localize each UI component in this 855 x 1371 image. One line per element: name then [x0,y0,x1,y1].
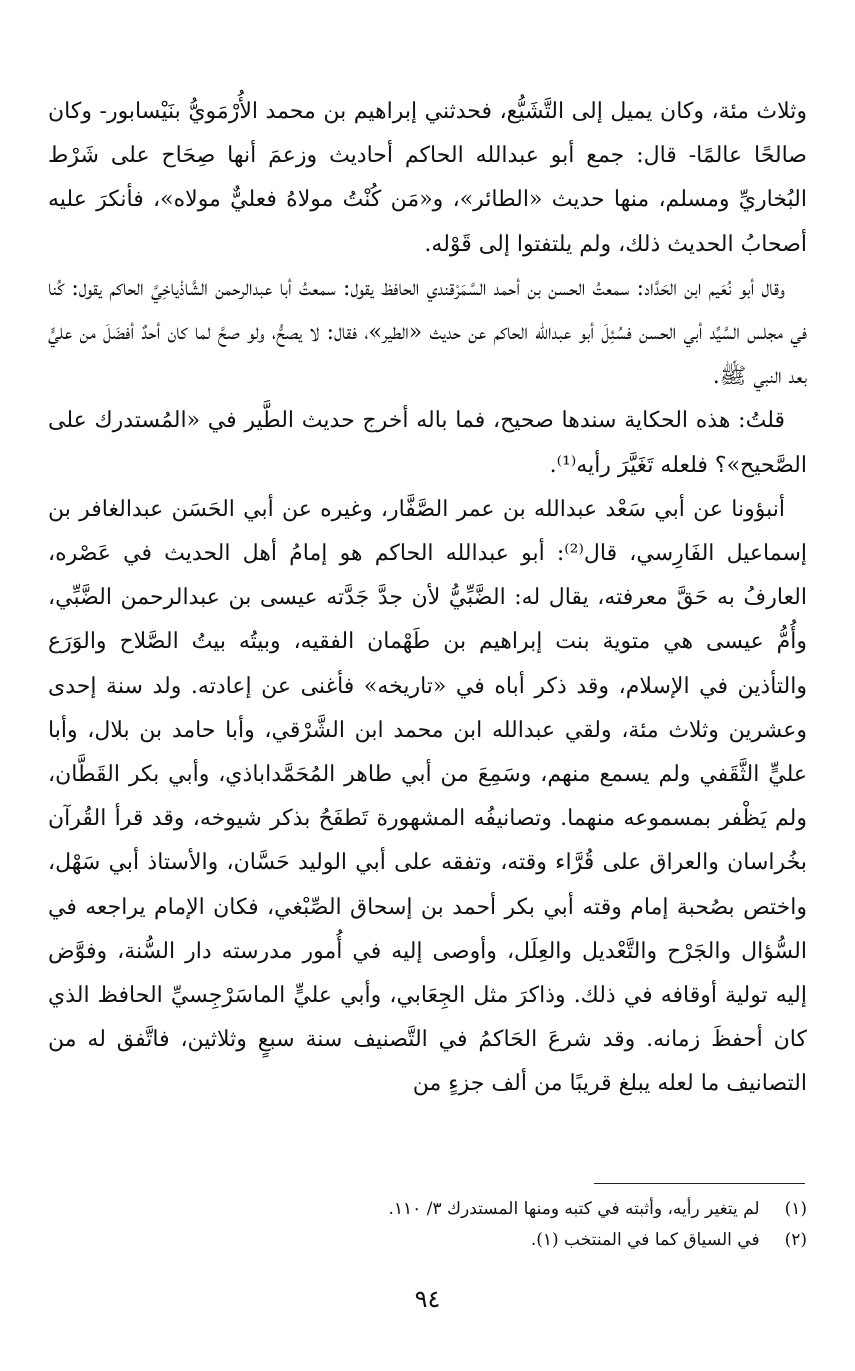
footnote-text: في السياق كما في المنتخب (١). [530,1230,760,1250]
footnote-2 [48,1225,807,1256]
footnote-1 [48,1194,807,1225]
paragraph-1: وثلاث مئة، وكان يميل إلى التَّشَيُّع، فحدثني إبراهيم بن محمد الأُرْمَويُّ بنَيْسابور- وكان صالحًا عالمًا- قال: جمع أبو عبدالله الحاكم أحاديث وزعمَ أنها صِحَاح على شَرْط البُخاريِّ ومسلم، منها حديث «الطائر»، و«مَن كُنْتُ مولاهُ فعليٌّ مولاه»، فأنكرَ عليه أصحابُ الحديث ذلك، ولم يلتفتوا إلى قَوْله. [48,99,807,257]
paragraph-3: قلتُ: هذه الحكاية سندها صحيح، فما باله أخرج حديث الطَّير في «المُستدرك على الصَّحيح»؟ فلعله تَغَيَّرَ رأيه⁽¹⁾. [48,408,807,478]
paragraph-4: أنبؤونا عن أبي سَعْد عبدالله بن عمر الصَّفَّار، وغيره عن أبي الحَسَن عبدالغافر بن إسماعيل الفَارِسي، قال⁽²⁾: أبو عبدالله الحاكم هو إمامُ أهل الحديث في عَصْره، العارفُ به حَقَّ معرفته، يقال له: الضَّبِّيُّ لأن جدَّ جَدَّته عيسى بن عبدالرحمن الضَّبِّي، وأُمُّ عيسى هي متوية بنت إبراهيم بن طَهْمان الفقيه، وبيتُه بيتُ الصَّلاح والوَرَع والتأذين في الإسلام، وقد ذكر أباه في «تاريخه» فأغنى عن إعادته. ولد سنة إحدى وعشرين وثلاث مئة، ولقي عبدالله ابن محمد ابن الشَّرْقي، وأبا حامد بن بلال، وأبا عليٍّ الثَّقَفي ولم يسمع منهم، وسَمِعَ من أبي طاهر المُحَمَّداباذي، وأبي بكر القَطَّان، ولم يَظْفر بمسموعه منهما. وتصانيفُه المشهورة تَطفَحُ بذكر شيوخه، وقد قرأ القُرآن بخُراسان والعراق على قُرَّاء وقته، وتفقه على أبي الوليد حَسَّان، والأستاذ أبي سَهْل، واختص بصُحبة إمام وقته أبي بكر أحمد بن إسحاق الصِّبْغي، فكان الإمام يراجعه في السُّؤال والجَرْح والتَّعْديل والعِلَل، وأوصى إليه في أُمور مدرسته دار السُّنة، وفوَّض إليه تولية أوقافه في ذلك. وذاكرَ مثل الجِعَابي، وأبي عليٍّ الماسَرْجِسيِّ الحافظ الذي كان أحفظَ زمانه. وقد شرعَ الحَاكمُ في التَّصنيف سنة سبعٍ وثلاثين، فاتَّفق له من التصانيف ما لعله يبلغ قريبًا من ألف جزءٍ من [48,496,807,1097]
footnote-number: (١) [784,1199,807,1219]
page-number: ٩٤ [414,1285,441,1313]
main-text [48,90,807,1107]
footnote-text: لم يتغير رأيه، وأثبته في كتبه ومنها المستدرك ٣/ ١١٠. [388,1199,760,1219]
paragraph-2: وقال أبو نُعَيم ابن الحَدَّاد: سمعتُ الحسن بن أحمد السَّمَرْقندي الحافظ يقول: سمعتُ أبا عبدالرحمن الشَّاذْياخِيَّ الحاكم يقول: كُنا في مجلس السَّيِّد أبي الحسن فسُئِلَ أبو عبدالله الحاكم عن حديث «الطير»، فقال: لا يصحُّ، ولو صحَّ لما كان أحدٌ أفضَلَ من عليٍّ بعد النبي ﷺ. [48,275,807,390]
footnotes [48,1194,807,1256]
footnote-separator [594,1183,805,1184]
footnote-number: (٢) [784,1230,807,1250]
